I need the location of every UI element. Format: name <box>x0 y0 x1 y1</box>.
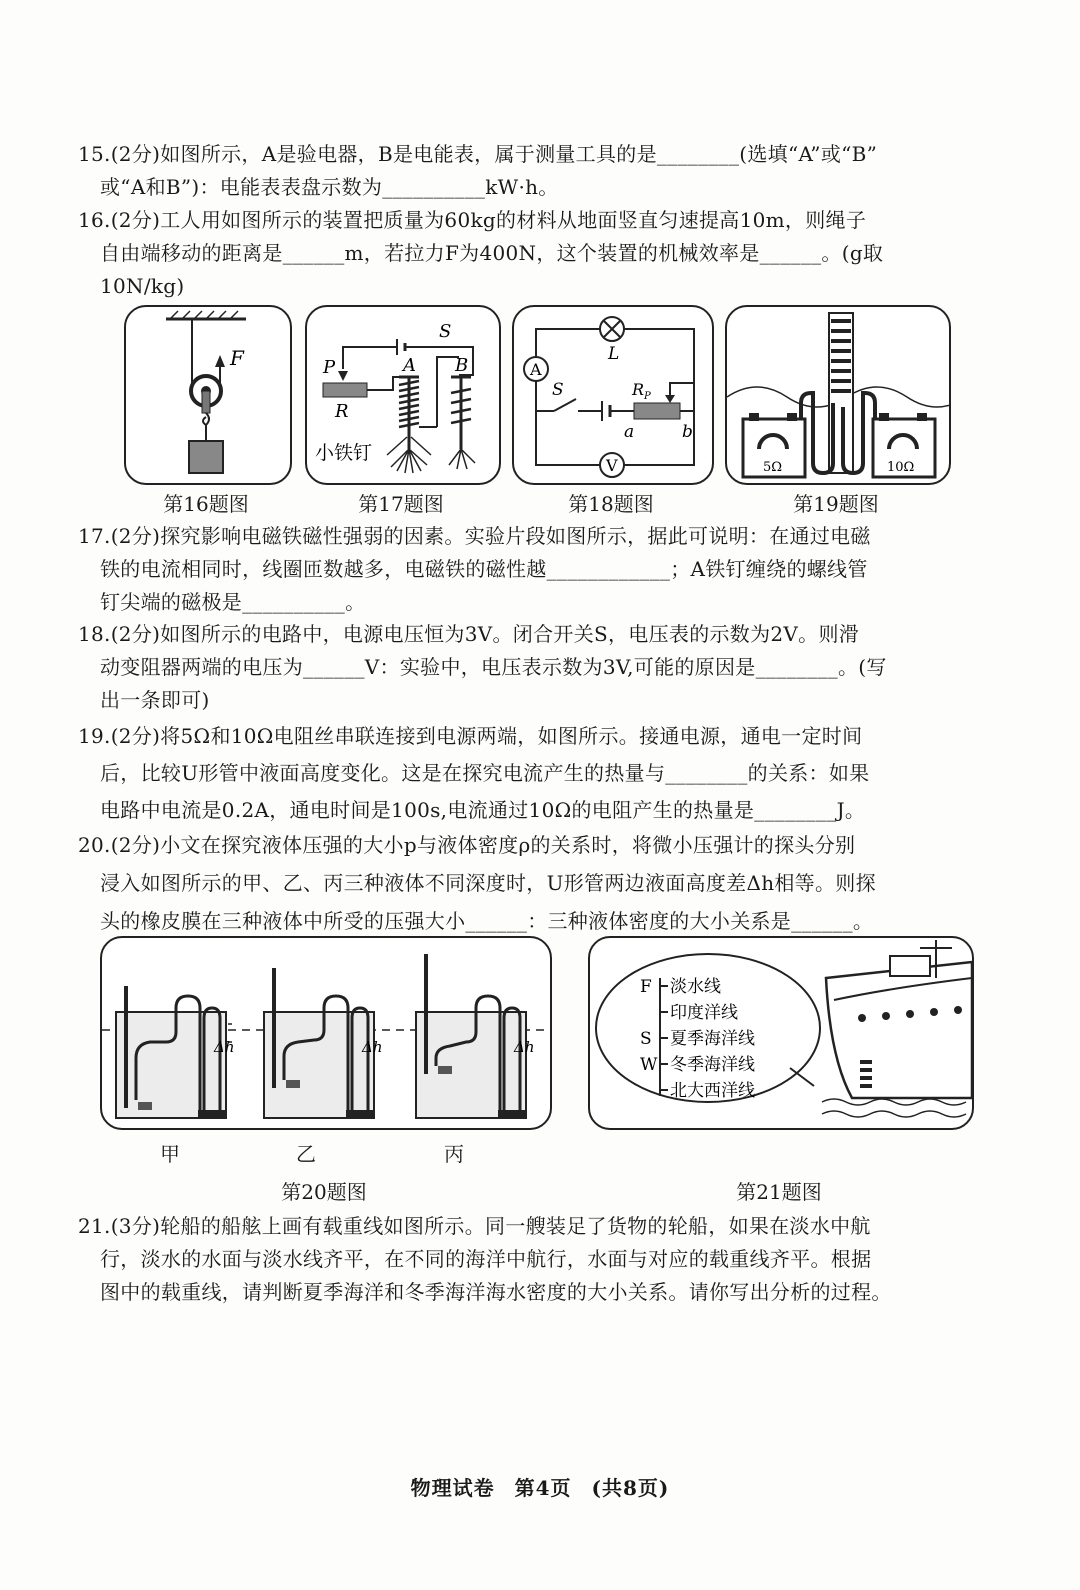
label-rp-sub: P <box>644 391 651 402</box>
label-s: S <box>439 321 452 342</box>
label-p: P <box>323 357 336 378</box>
footer-page: 第4页 <box>514 1476 572 1500</box>
caption-fig17: 第17题图 <box>358 492 444 516</box>
q15-line1: 15.(2分)如图所示，A是验电器，B是电能表，属于测量工具的是________(选填“A”或“B” <box>78 142 878 166</box>
question-19 <box>78 718 978 829</box>
q21-line3: 图中的载重线，请判断夏季海洋和冬季海洋海水密度的大小关系。请你写出分析的过程。 <box>100 1280 892 1304</box>
label-b: B <box>455 355 469 376</box>
q20-line3: 头的橡皮膜在三种液体中所受的压强大小______：三种液体密度的大小关系是______。 <box>100 909 874 933</box>
page-footer <box>0 1472 1080 1501</box>
label-r: R <box>335 401 349 422</box>
label-5-ohm: 5Ω <box>763 460 783 475</box>
q17-line2: 铁的电流相同时，线圈匝数越多，电磁铁的磁性越____________；A铁钉缠绕的螺线管 <box>100 557 868 581</box>
q15-line2: 或“A和B”)：电能表表盘示数为__________kW·h。 <box>100 175 559 199</box>
caption-fig21: 第21题图 <box>736 1180 822 1204</box>
dh-label-bing: Δh <box>514 1038 535 1056</box>
caption-fig19: 第19题图 <box>793 492 879 516</box>
liquid-label-bing: 丙 <box>444 1142 464 1166</box>
label-10-ohm: 10Ω <box>887 460 915 475</box>
question-17 <box>78 520 978 619</box>
beaker-bing <box>416 954 535 1118</box>
figure-21-ship <box>588 936 974 1130</box>
dh-label-jia: Δh <box>214 1038 235 1056</box>
q17-line3: 钉尖端的磁极是__________。 <box>100 590 366 614</box>
q16-line3: 10N/kg) <box>100 274 185 298</box>
force-label: F <box>230 346 244 370</box>
loadline-2: 夏季海洋线 <box>670 1029 755 1049</box>
figure-17-electromagnet <box>305 305 501 485</box>
label-ammeter: A <box>530 360 542 379</box>
marker-3: W <box>640 1055 658 1075</box>
question-21 <box>78 1210 978 1309</box>
loadline-4: 北大西洋线 <box>670 1081 755 1101</box>
liquid-label-jia: 甲 <box>160 1142 180 1166</box>
q16-line2: 自由端移动的距离是______m，若拉力F为400N，这个装置的机械效率是______。(g取 <box>100 241 884 265</box>
question-15 <box>78 138 978 204</box>
label-l: L <box>608 344 620 364</box>
question-16 <box>78 204 978 303</box>
q20-line2: 浸入如图所示的甲、乙、丙三种液体不同深度时，U形管两边液面高度差Δh相等。则探 <box>100 871 876 895</box>
q17-line1: 17.(2分)探究影响电磁铁磁性强弱的因素。实验片段如图所示，据此可说明：在通过电磁 <box>78 524 871 548</box>
loadline-0: 淡水线 <box>670 977 721 997</box>
figure-18-circuit <box>512 305 714 485</box>
figure-16-pulley <box>124 305 292 485</box>
q19-line2: 后，比较U形管中液面高度变化。这是在探究电流产生的热量与________的关系：如果 <box>100 761 870 785</box>
q21-line1: 21.(3分)轮船的船舷上画有载重线如图所示。同一艘装足了货物的轮船，如果在淡水中航 <box>78 1214 871 1238</box>
footer-total: (共8页) <box>591 1476 670 1500</box>
q21-line2: 行，淡水的水面与淡水线齐平，在不同的海洋中航行，水面与对应的载重线齐平。根据 <box>100 1247 872 1271</box>
footer-subject: 物理试卷 <box>410 1476 495 1500</box>
label-a: A <box>403 355 416 376</box>
q18-line2: 动变阻器两端的电压为______V：实验中，电压表示数为3V,可能的原因是________。(写 <box>100 655 887 679</box>
dh-label-yi: Δh <box>362 1038 383 1056</box>
loadline-1: 印度洋线 <box>670 1003 738 1023</box>
label-b: b <box>682 422 693 442</box>
caption-fig20: 第20题图 <box>281 1180 367 1204</box>
q19-line3: 电路中电流是0.2A，通电时间是100s,电流通过10Ω的电阻产生的热量是________J。 <box>100 798 866 822</box>
caption-fig18: 第18题图 <box>568 492 654 516</box>
marker-2: S <box>640 1029 652 1049</box>
label-rp: R <box>632 380 645 399</box>
figure-20-pressure <box>100 936 552 1130</box>
q20-line1: 20.(2分)小文在探究液体压强的大小p与液体密度ρ的关系时，将微小压强计的探头分别 <box>78 833 856 857</box>
caption-fig16: 第16题图 <box>163 492 249 516</box>
label-nail: 小铁钉 <box>315 442 373 464</box>
beaker-jia <box>116 986 235 1118</box>
label-s: S <box>552 380 564 400</box>
question-18 <box>78 618 978 717</box>
figure-19-heating <box>725 305 951 485</box>
loadline-3: 冬季海洋线 <box>670 1055 755 1075</box>
q19-line1: 19.(2分)将5Ω和10Ω电阻丝串联连接到电源两端，如图所示。接通电源，通电一定时间 <box>78 724 863 748</box>
label-a: a <box>624 422 635 442</box>
liquid-label-yi: 乙 <box>296 1142 316 1166</box>
q16-line1: 16.(2分)工人用如图所示的装置把质量为60kg的材料从地面竖直匀速提高10m，则绳子 <box>78 208 867 232</box>
q18-line3: 出一条即可) <box>100 688 210 712</box>
question-20 <box>78 826 978 940</box>
beaker-yi <box>264 968 383 1118</box>
label-voltmeter: V <box>606 456 618 475</box>
marker-0: F <box>640 977 652 997</box>
q18-line1: 18.(2分)如图所示的电路中，电源电压恒为3V。闭合开关S，电压表的示数为2V。则滑 <box>78 622 860 646</box>
